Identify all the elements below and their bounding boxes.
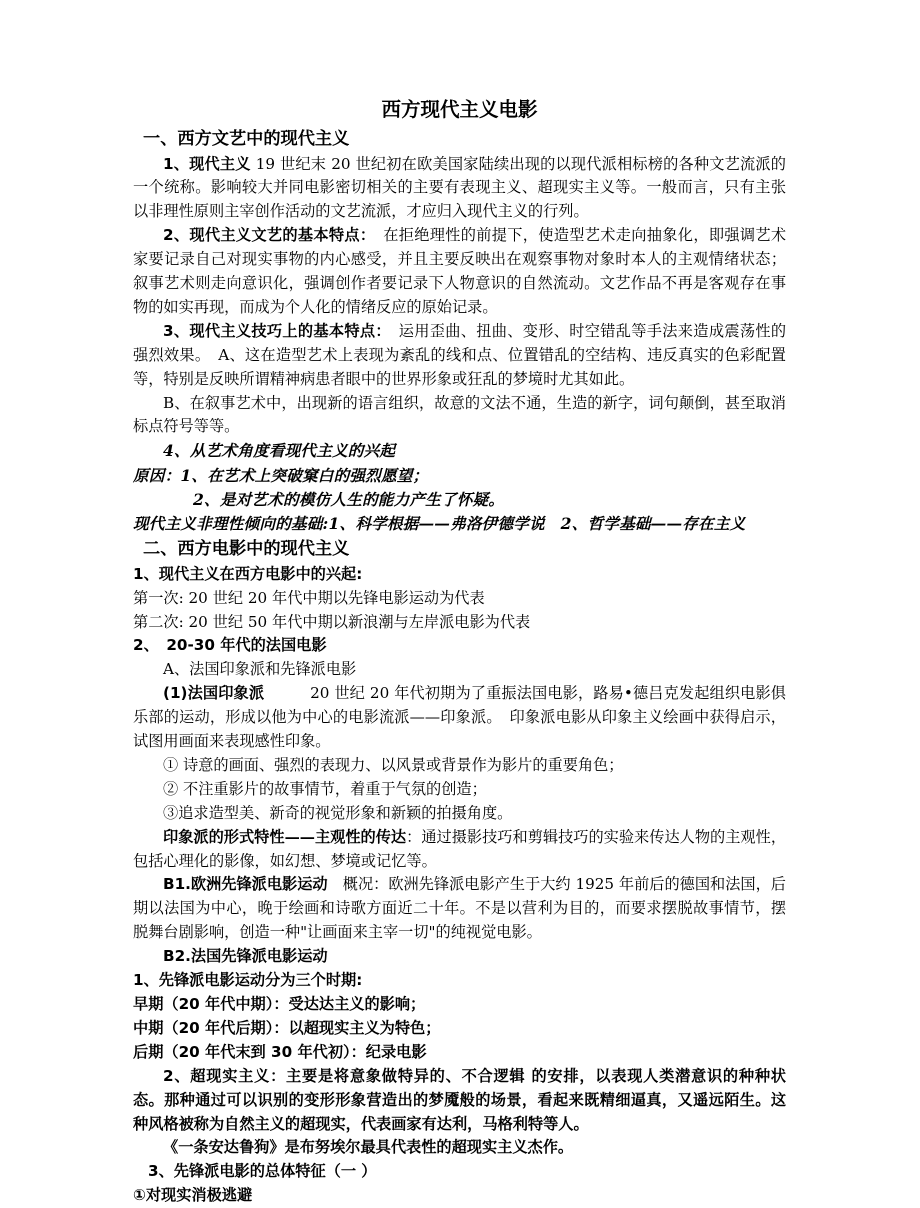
line-french-film-20-30s: 2、 20-30 年代的法国电影 xyxy=(133,636,327,655)
line-three-periods: 1、先锋派电影运动分为三个时期: xyxy=(133,971,363,990)
paragraph-european-avantgarde xyxy=(133,873,786,945)
paragraph-modernism-definition xyxy=(133,153,786,225)
paragraph-text-european-avantgarde: 概况：欧洲先锋派电影产生于大约 1925 年前后的德国和法国，后期以法国为中心，晚于绘画和诗歌方面近二十年。不是以营利为目的，而要求摆脱故事情节，摆脱舞台剧影响，创造一种"让画面来主宰一切"的纯视觉电影。 xyxy=(133,875,786,942)
paragraph-basic-features-technique xyxy=(133,320,786,392)
paragraph-text-4: B、在叙事艺术中，出现新的语言组织，故意的文法不通，生造的新字，词句颠倒，甚至取消标点符号等等。 xyxy=(133,393,786,436)
paragraph-text-2: 在拒绝理性的前提下，使造型艺术走向抽象化，即强调艺术家要记录自己对现实事物的内心感受，并且主要反映出在观察事物对象时本人的主观情绪状态；叙事艺术则走向意识化，强调创作者要记录下人物意识的自然流动。文艺作品不再是客观存在事物的如实再现，而成为个人化的情绪反应的原始记录。 xyxy=(133,226,787,316)
line-impressionist-avantgarde: A、法国印象派和先锋派电影 xyxy=(163,660,357,679)
paragraph-lead-2: 2、现代主义文艺的基本特点： xyxy=(163,226,368,245)
section-heading-2: 二、西方电影中的现代主义 xyxy=(143,539,350,560)
line-french-avantgarde-movement: B2.法国先锋派电影运动 xyxy=(163,947,328,966)
paragraph-surrealism: 2、超现实主义：主要是将意象做特异的、不合逻辑 的安排，以表现人类潜意识的种种状态。那种通过可以识别的变形形象营造出的梦魇般的场景，看起来既精细逼真，又遥远陌生。这种风格被称为自然主义的超现实，代表画家有达利，马格利特等人。 xyxy=(133,1066,786,1133)
paragraph-french-impressionism xyxy=(133,682,786,754)
paragraph-text-impressionist-form: ：通过摄影技巧和剪辑技巧的实验来传达人物的主观性，包括心理化的影像，如幻想、梦境或记忆等。 xyxy=(133,827,787,870)
kai-line-irrational-basis: 现代主义非理性倾向的基础:1、科学根据——弗洛伊德学说 2、哲学基础——存在主义 xyxy=(133,513,746,533)
paragraph-text-3: 运用歪曲、扭曲、变形、时空错乱等手法来造成震荡性的强烈效果。 A、这在造型艺术上表现为紊乱的线和点、位置错乱的空结构、违反真实的色彩配置等，特别是反映所谓精神病患者眼中的世界形象或狂乱的梦境时尤其如此。 xyxy=(133,321,787,388)
line-period-late: 后期（20 年代末到 30 年代初）：纪录电影 xyxy=(133,1042,427,1061)
paragraph-lead-1: 1、现代主义 xyxy=(163,154,251,173)
list-item-impressionism-1: ① 诗意的画面、强烈的表现力、以风景或背景作为影片的重要角色； xyxy=(163,755,624,774)
line-un-chien-andalou: 《一条安达鲁狗》是布努埃尔最具代表性的超现实主义杰作。 xyxy=(163,1138,574,1157)
document-body xyxy=(133,96,786,1208)
paragraph-impressionist-form xyxy=(133,826,786,874)
line-avantgarde-general-features: 3、先锋派电影的总体特征（一 ） xyxy=(148,1162,377,1181)
section-heading-1: 一、西方文艺中的现代主义 xyxy=(143,129,350,149)
paragraph-text-impressionism: 20 世纪 20 年代初期为了重振法国电影，路易•德吕克发起组织电影俱乐部的运动，形成以他为中心的电影流派——印象派。 印象派电影从印象主义绘画中获得启示，试图用画面来表现感性印象。 xyxy=(133,684,786,751)
line-feature-escape-reality: ①对现实消极逃避 xyxy=(133,1186,253,1205)
kai-line-rise-of-modernism: 4、从艺术角度看现代主义的兴起 xyxy=(163,441,396,461)
list-item-impressionism-2: ② 不注重影片的故事情节，着重于气氛的创造； xyxy=(163,779,487,798)
paragraph-lead-impressionism: (1)法国印象派 xyxy=(163,684,265,703)
line-first-wave: 第一次: 20 世纪 20 年代中期以先锋电影运动为代表 xyxy=(133,588,485,607)
paragraph-narrative-arts xyxy=(133,392,786,440)
paragraph-lead-3: 3、现代主义技巧上的基本特点： xyxy=(163,321,384,340)
paragraph-lead-european-avantgarde: B1.欧洲先锋派电影运动 xyxy=(163,875,328,894)
line-period-early: 早期（20 年代中期）：受达达主义的影响； xyxy=(133,995,426,1013)
line-second-wave: 第二次: 20 世纪 50 年代中期以新浪潮与左岸派电影为代表 xyxy=(133,612,531,631)
line-period-middle: 中期（20 年代后期）：以超现实主义为特色； xyxy=(133,1018,441,1037)
kai-line-reason-2: 2、是对艺术的模仿人生的能力产生了怀疑。 xyxy=(193,489,505,509)
list-item-impressionism-3: ③追求造型美、新奇的视觉形象和新颖的拍摄角度。 xyxy=(163,803,513,822)
paragraph-lead-impressionist-form: 印象派的形式特性——主观性的传达 xyxy=(163,827,407,846)
document-title: 西方现代主义电影 xyxy=(381,98,538,121)
paragraph-basic-features-arts xyxy=(133,224,786,320)
paragraph-text-1: 19 世纪末 20 世纪初在欧美国家陆续出现的以现代派相标榜的各种文艺流派的一个统称。影响较大并同电影密切相关的主要有表现主义、超现实主义等。一般而言，只有主张以非理性原则主宰创作活动的文艺流派，才应归入现代主义的行列。 xyxy=(133,154,786,221)
kai-line-reason-1: 原因：1、在艺术上突破窠白的强烈愿望； xyxy=(133,465,429,485)
line-rise-in-western-film: 1、现代主义在西方电影中的兴起: xyxy=(133,564,363,583)
